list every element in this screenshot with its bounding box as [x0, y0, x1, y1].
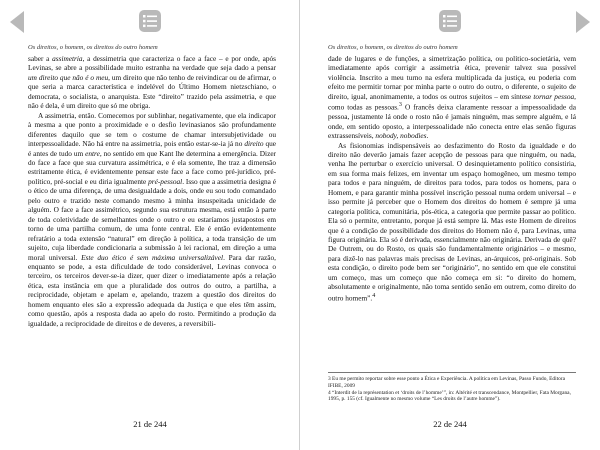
text-run: , no sentido em que Kant lhe determina a emergência. Dizer do face a face que sua curvatura assimétrica, e é ela somente, lhe traz a dimensão estritamente ética, é evidentemente pensar este face a face como pré-jurídico, pré-político, pré-social e eu diria igualmente — [28, 148, 276, 186]
paragraph — [28, 54, 276, 111]
text-run: nobody, nobodies — [375, 131, 427, 141]
reader-toolbar — [0, 8, 300, 36]
running-head: Os direitos, o homem, os direitos do outro homem — [28, 44, 158, 51]
text-run: direito — [244, 139, 264, 149]
text-run: . Isso que a assimetria designa é o ético de uma diferença, de uma desigualdade a dois, onde eu sou todo comandado pelo outro e trazido neste comando mesmo à minha insuspeitada unicidade de alguém. O face a face assimétrico, segundo sua estrutura mesma, está então à parte de toda coletividade de semelhantes onde o outro e eu estaríamos justapostos em torno de uma partilha comum, de uma fonte central. Ele é então evidentemente refratário a toda extensão “natural” em direção à política, a toda transição de um sujeito, cuja liberdade condicionaria a submissão à lei racional, em direção a uma moral universal. — [28, 176, 276, 262]
paragraph — [328, 54, 576, 141]
page-right — [300, 0, 600, 450]
text-run: tornar pessoa — [533, 91, 575, 101]
text-run: , como todas as pessoas. — [328, 91, 576, 112]
text-run: pré-pessoal — [148, 176, 183, 186]
text-run: Este duo ético é sem máxima universalizável — [81, 252, 224, 262]
footnotes — [328, 372, 576, 403]
footnote: 3 Eu me permito reportar sobre esse ponto a Ética e Experiência. A política em Levinas, Passo Fundo, Editora IFIBE, 2009 — [328, 376, 565, 389]
page-number: 22 de 244 — [433, 419, 467, 429]
text-run: entre — [85, 148, 100, 158]
text-run: saber a — [28, 54, 53, 63]
text-run: , um direito que não tenho de reivindicar ou de afirmar, o que seria a marca característica e indelével do Último Homem nietzschiano, o democrata, o socialista, o anarquista. Este “direito” trazido pela assimetria, e que não é dela, é um direito que só me obriga. — [28, 72, 276, 111]
page-number: 21 de 244 — [133, 419, 167, 429]
prev-page-button[interactable] — [10, 11, 24, 33]
text-run: . — [426, 131, 429, 141]
paragraph — [328, 141, 576, 303]
text-run: . Para dar razão, enquanto se pode, a esta dificuldade de todo considerável, Levinas convoca o terceiro, os terceiros dever-se-ia dizer, quer dizer o imediatamente após a relação ética, esta instância em que a pluralidade dos outros do outro, a partilha, a reciprocidade, objetam e apelam e, apelando, trazem a questão dos direitos do homem enquanto eles são a expressão adequada da Justiça e que eles têm assim, como questão, após a resposta dada ao apelo do rosto. Permitindo a produção da igualdade, a reciprocidade de direitos e de deveres, a reversibili- — [28, 252, 277, 328]
paragraph — [28, 111, 276, 328]
text-run: assimetria — [52, 54, 83, 63]
footnote: 4 “Interdit de la représentation et ‘droits de l’homme’”, in: Altérité et transcendance, Montpellier, Fata Morgana, 1995, p. 155 (cf. Igualmente no mesmo volume “Les droits de l’autre homme”). — [328, 389, 571, 403]
page-text — [28, 54, 276, 328]
text-run: que é antes de tudo um — [28, 139, 276, 158]
text-run: um direito que não é o meu — [28, 72, 109, 82]
text-run: A assimetria, então. Comecemos por sublinhar, negativamente, que ela indicapor à mesma a que ponto a proximidade e o desfio levinasianos são profundamente diferentes daquilo que se tem o costume de chamar intersubjetividade ou interpessoalidade. Não há entre na assimetria, pois então estar-se-ia já no — [28, 110, 276, 149]
text-run: dade de lugares e de funções, a simetrização política, ou político-societária, vem imediatamente após corrigir a assimetria ética, prevenir talvez sua possível violência. Inscrito a meu turno na esfera multiplicada da justiça, eu poderia com efeito me permitir tornar por minha parte o outro do outro, o diferente, o sujeito de direito, igual, anonimamente, a todos os outros sujeitos – em síntese — [328, 54, 576, 101]
reader-toolbar — [300, 8, 600, 36]
text-run: O francês deixa claramente ressoar a impessoalidade da pessoa, justamente lá onde o rosto não é jamais ninguém, mas sempre alguém, e lá onde, em sentido oposto, a interpessoalidade não conecta entre elas senão figuras extrassensíveis, — [328, 102, 576, 141]
running-head: Os direitos, o homem, os direitos do outro homem — [328, 44, 458, 51]
text-run: 4 — [372, 292, 376, 299]
text-run: As fisionomias indispensáveis ao desfazimento do Rosto da igualdade e do direito não deverão jamais fazer acepção de pessoas para que ninguém, ou nada, venha lhe perturbar o exercício universal. O desinquietamento político consistiria, em sua forma mais felizes, em inventar um espaço homogêneo, um mesmo tempo para todos e para ninguém, de direitos para todos, para todos os homens, para o Homem, e para garantir minha possível inscrição pessoal numa ordem universal – e isso permite já perceber que o Homem dos direitos do homem é sempre já uma categoria política, comunitária, pós-ética, a categoria que permite passar ao político. Ela só o permite, entretanto, porque já está sempre lá. Mas este Homem de direitos que é a condição de possibilidade dos direitos do Homem não é, para Levinas, uma figura originária. Ela só é derivada, essencialmente não originária. Derivada de quê? De Outrem, ou do Rosto, os quais são fundamentalmente originários – e mesmo, para dizê-lo nas palavras mais precisas de Levinas, an-árquicos, pré-originais. Sob esta condição, o direito pode bem ser “originário”, no sentido em que ele constitui um começo, mas um começo que não começa em si: “o direito do homem, absolutamente e originalmente, não toma sentido senão em outrem, como direito do outro homem”. — [328, 140, 576, 303]
text-run: 3 — [398, 102, 402, 109]
text-run: , a dessimetria que caracteriza o face a face – e por onde, após Levinas, se abre a possibilidade muito estranha na verdade que seja dado a pensar — [28, 54, 276, 73]
list-menu-icon[interactable] — [139, 10, 161, 32]
list-menu-icon[interactable] — [439, 10, 461, 32]
page-text — [328, 54, 576, 303]
next-page-button[interactable] — [576, 11, 590, 33]
